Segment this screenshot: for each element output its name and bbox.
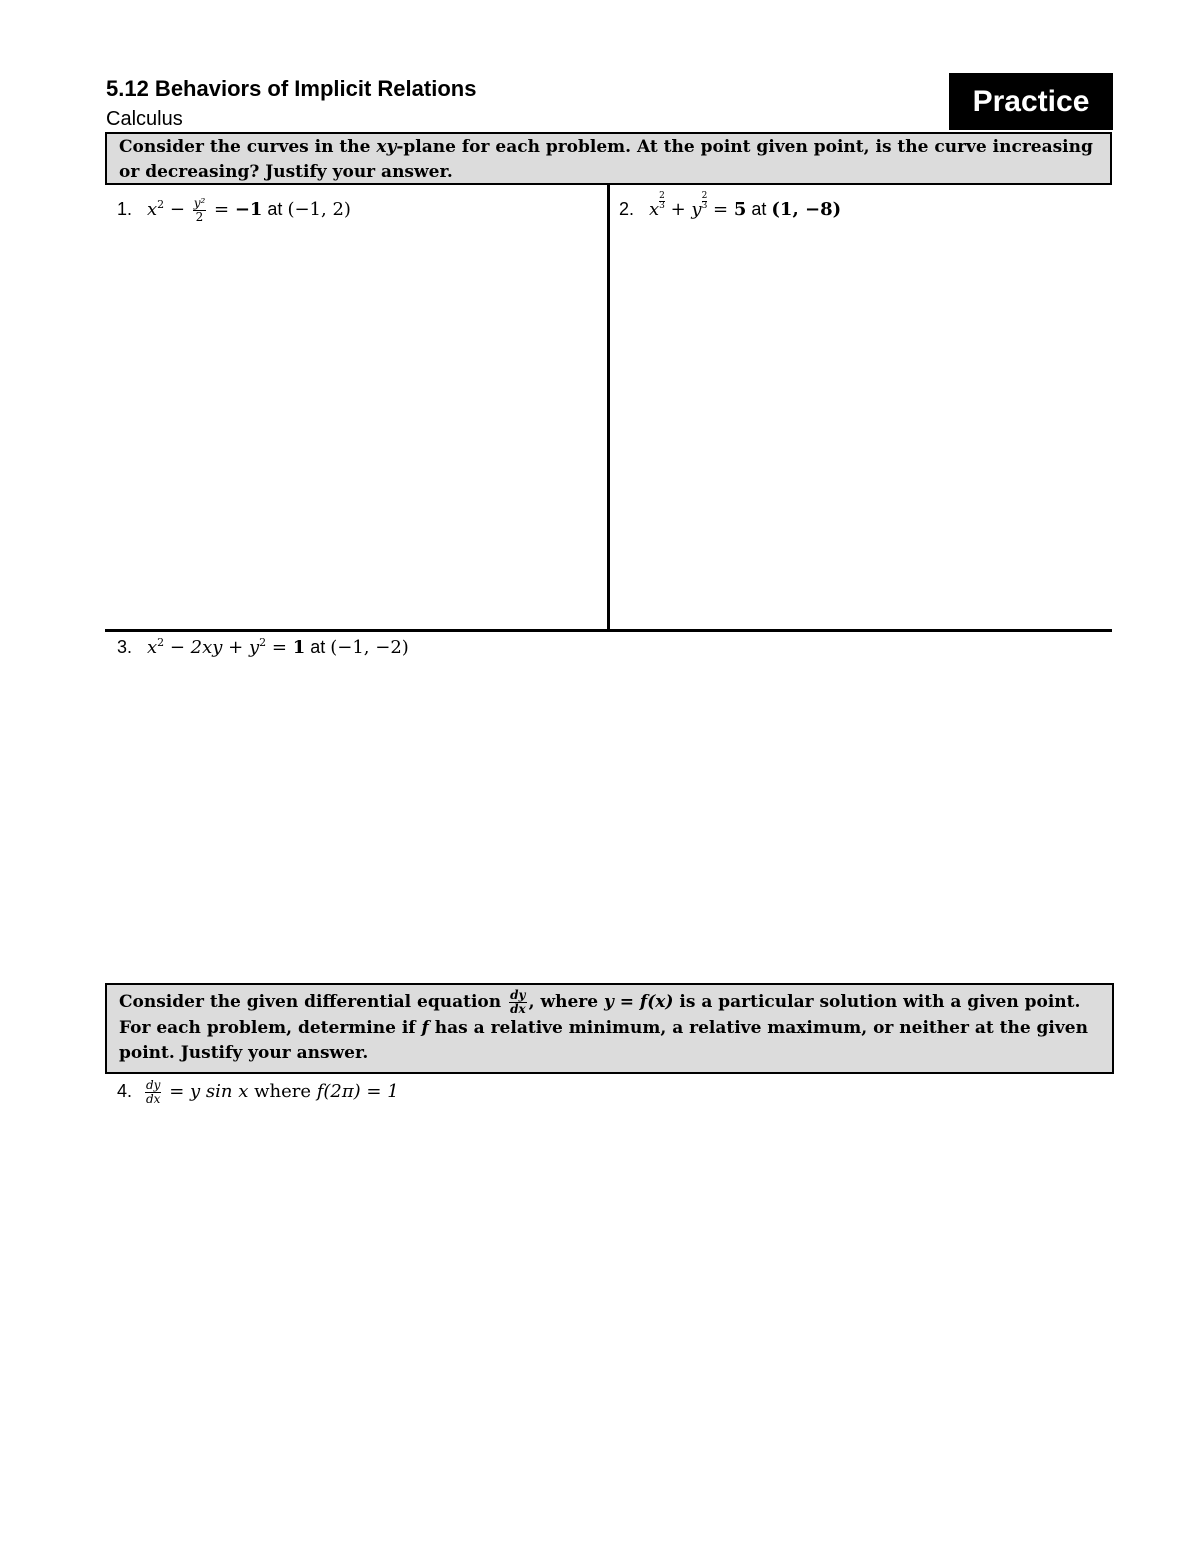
equals: = xyxy=(266,637,293,658)
var-y: y xyxy=(691,199,702,220)
instruction-box-2 xyxy=(105,983,1114,1074)
operator: + xyxy=(664,199,692,220)
exponent-denominator: 3 xyxy=(701,201,708,211)
middle-terms: − 2xy + xyxy=(164,637,249,658)
exponent: 2 xyxy=(157,198,165,211)
var-x: x xyxy=(147,199,158,220)
problem-number: 4. xyxy=(117,1081,133,1101)
page-title: 5.12 Behaviors of Implicit Relations xyxy=(106,76,477,101)
point: (1, −8) xyxy=(771,199,842,220)
fraction-denominator: 2 xyxy=(195,209,204,224)
practice-badge: Practice xyxy=(949,73,1113,130)
rhs-value: −1 xyxy=(234,199,263,220)
derivative-fraction xyxy=(145,1079,161,1106)
fraction-denominator: dx xyxy=(146,1091,161,1106)
point: (−1, 2) xyxy=(287,199,351,220)
rhs-value: 5 xyxy=(733,199,747,220)
grid-divider-vertical xyxy=(607,184,610,631)
exponent: 2 xyxy=(157,636,165,649)
problem-3 xyxy=(117,634,409,661)
course-subtitle: Calculus xyxy=(106,108,183,130)
fraction xyxy=(193,197,207,224)
exponent-denominator: 3 xyxy=(659,201,665,211)
instruction-text-d: has a relative minimum, a relative maximum, or neither at the given point. Justify your answer. xyxy=(119,1018,1088,1063)
instruction-text-b: -plane for each problem. At the point given point, is the curve increasing or decreasing? Justify your answer. xyxy=(119,137,1093,182)
derivative-fraction xyxy=(509,989,527,1016)
instruction-f: f xyxy=(421,1018,429,1038)
fraction-numerator: dy xyxy=(510,988,526,1002)
instruction-text-b: , where xyxy=(528,992,604,1012)
fraction-denominator: dx xyxy=(510,1002,526,1016)
fraction-numerator: dy xyxy=(146,1077,161,1092)
problem-number: 3. xyxy=(117,637,133,657)
problem-number: 2. xyxy=(619,199,635,219)
problem-1 xyxy=(117,196,351,224)
at-word: at xyxy=(305,637,331,657)
instruction-box-1 xyxy=(105,132,1112,185)
problem-2 xyxy=(619,191,842,223)
operator: − xyxy=(164,199,191,220)
exponent-numerator: 2 xyxy=(659,191,665,201)
problem-4 xyxy=(117,1078,399,1106)
rhs-expression: = y sin x xyxy=(163,1081,249,1102)
fraction-numerator: y² xyxy=(193,195,206,210)
point: (−1, −2) xyxy=(330,637,409,658)
instruction-text-a: Consider the given differential equation xyxy=(119,992,508,1012)
instruction-equation: y = f(x) xyxy=(603,992,674,1012)
exponent-numerator: 2 xyxy=(701,191,708,201)
grid-divider-horizontal xyxy=(105,629,1112,632)
var-y: y xyxy=(248,637,260,658)
problem-number: 1. xyxy=(117,199,133,219)
instruction-text-a: Consider the curves in the xyxy=(119,137,377,157)
at-word: at xyxy=(262,199,288,219)
exponent: 2 xyxy=(259,636,267,649)
initial-condition: f(2π) = 1 xyxy=(316,1081,399,1102)
at-word: at xyxy=(746,199,772,219)
equals: = xyxy=(208,199,235,220)
rhs-value: 1 xyxy=(292,637,306,658)
var-x: x xyxy=(649,199,660,220)
instruction-var: xy xyxy=(376,137,397,157)
instruction-text-c: is a particular solution with a given point. For each problem, determine if xyxy=(119,992,1081,1038)
where-word: where xyxy=(248,1081,317,1102)
equals: = xyxy=(707,199,734,220)
var-x: x xyxy=(147,637,158,658)
